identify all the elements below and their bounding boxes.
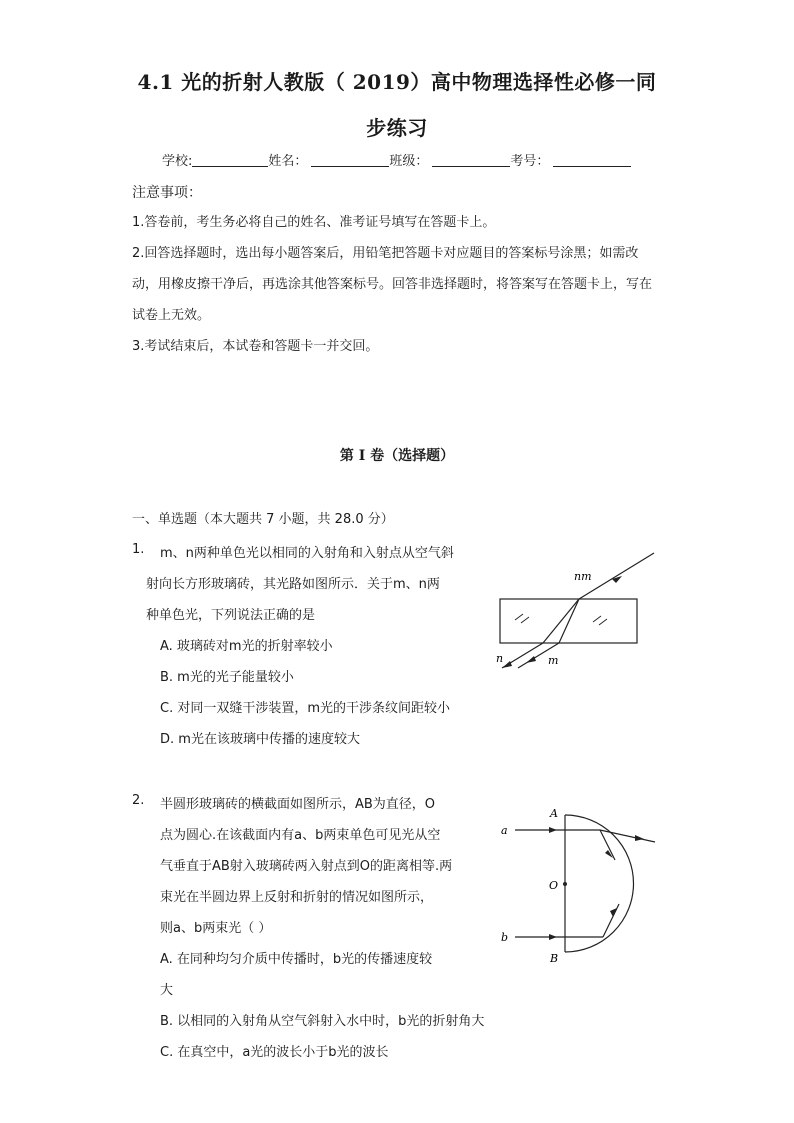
q1-glass-block-figure [490,548,660,672]
q2-option-a-cont: 大 [160,983,174,998]
label-B: B [550,952,559,965]
q2-line-2: 点为圆心.在该截面内有a、b两束单色可见光从空 [160,828,441,843]
q1-option-d[interactable]: D. m光在该玻璃中传播的速度较大 [160,732,360,747]
notice-item-2: 2.回答选择题时，选出每小题答案后，用铅笔把答题卡对应题目的答案标号涂黑；如需改动，用橡皮擦干净后，再选涂其他答案标号。回答非选择题时，将答案写在答题卡上，写在试卷上无效。 [132,246,653,323]
q2-option-c[interactable]: C. 在真空中，a光的波长小于b光的波长 [160,1045,389,1060]
number-blank[interactable] [553,152,631,167]
label-a: a [501,824,508,837]
number-label: 考号： [510,154,550,169]
label-m: m [548,654,559,667]
notice-item-3: 3.考试结束后，本试卷和答题卡一并交回。 [132,339,379,354]
class-blank[interactable] [432,152,510,167]
school-label: 学校: [162,154,193,169]
ray-a-refracted [600,830,655,842]
class-label: 班级： [389,154,429,169]
school-blank[interactable] [192,152,268,167]
name-label: 姓名： [268,154,308,169]
q1-line-2: 射向长方形玻璃砖，其光路如图所示．关于m、n两 [146,577,440,592]
label-n: n [496,652,504,665]
q2-line-1: 半圆形玻璃砖的横截面如图所示，AB为直径，O [160,797,436,812]
label-A: A [550,807,558,820]
q2-semicircle-figure [495,800,665,970]
label-nm: nm [574,570,592,583]
q1-option-b[interactable]: B. m光的光子能量较小 [160,670,294,685]
q2-number: 2. [132,793,145,808]
q2-option-a[interactable]: A. 在同种均匀介质中传播时，b光的传播速度较 [160,952,433,967]
q1-number: 1. [132,542,145,557]
ray-m-inside [559,599,579,643]
page-title-line1: 4.1 光的折射人教版（ 2019）高中物理选择性必修一同 [137,70,657,94]
ray-b-reflected [603,904,619,937]
notice-title: 注意事项： [132,185,202,201]
q2-option-b[interactable]: B. 以相同的入射角从空气斜射入水中时，b光的折射角大 [160,1014,485,1029]
name-blank[interactable] [311,152,389,167]
q1-option-c[interactable]: C. 对同一双缝干涉装置，m光的干涉条纹间距较小 [160,701,451,716]
q1-line-3: 种单色光，下列说法正确的是 [146,608,316,623]
page-title-line2: 步练习 [366,116,428,140]
q1-line-1: m、n两种单色光以相同的入射角和入射点从空气斜 [160,546,454,561]
ray-n-inside [543,599,579,643]
notice-item-1: 1.答卷前，考生务必将自己的姓名、准考证号填写在答题卡上。 [132,215,496,230]
q2-line-4: 束光在半圆边界上反射和折射的情况如图所示， [160,890,434,905]
student-info-row [162,150,631,169]
center-point [563,882,567,886]
q1-option-a[interactable]: A. 玻璃砖对m光的折射率较小 [160,639,333,654]
q2-line-3: 气垂直于AB射入玻璃砖两入射点到O的距离相等.两 [160,859,453,874]
section-title: 第 I 卷（选择题） [339,448,455,464]
label-b: b [501,931,509,944]
group-title: 一、单选题（本大题共 7 小题，共 28.0 分） [132,512,394,527]
label-O: O [549,879,559,892]
q2-line-5: 则a、b两束光（ ） [160,921,272,936]
